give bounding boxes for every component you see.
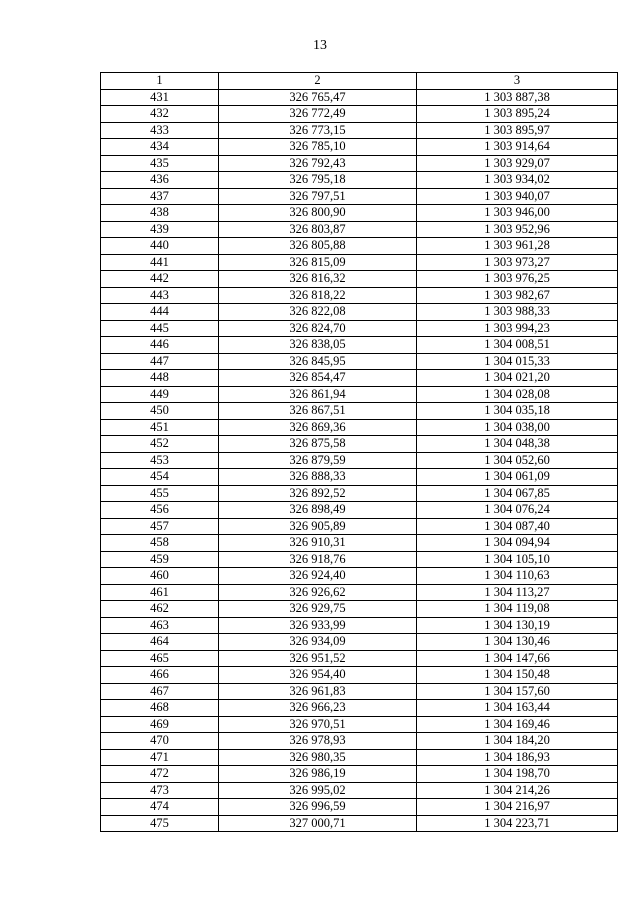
- point-number-cell: 444: [101, 304, 219, 321]
- y-coordinate-cell: 1 304 008,51: [417, 337, 618, 354]
- y-coordinate-cell: 1 303 976,25: [417, 271, 618, 288]
- y-coordinate-cell: 1 304 147,66: [417, 650, 618, 667]
- y-coordinate-cell: 1 304 223,71: [417, 815, 618, 832]
- point-number-cell: 447: [101, 353, 219, 370]
- table-row: [101, 452, 618, 469]
- point-number-cell: 468: [101, 700, 219, 717]
- table-row: [101, 122, 618, 139]
- y-coordinate-cell: 1 303 952,96: [417, 221, 618, 238]
- y-coordinate-cell: 1 303 988,33: [417, 304, 618, 321]
- x-coordinate-cell: 326 805,88: [219, 238, 417, 255]
- x-coordinate-cell: 326 986,19: [219, 766, 417, 783]
- x-coordinate-cell: 326 892,52: [219, 485, 417, 502]
- x-coordinate-cell: 326 765,47: [219, 89, 417, 106]
- table-row: [101, 485, 618, 502]
- y-coordinate-cell: 1 304 015,33: [417, 353, 618, 370]
- point-number-cell: 435: [101, 155, 219, 172]
- x-coordinate-cell: 327 000,71: [219, 815, 417, 832]
- table-row: [101, 106, 618, 123]
- y-coordinate-cell: 1 304 184,20: [417, 733, 618, 750]
- x-coordinate-cell: 326 803,87: [219, 221, 417, 238]
- table-row: [101, 617, 618, 634]
- x-coordinate-cell: 326 869,36: [219, 419, 417, 436]
- y-coordinate-cell: 1 304 105,10: [417, 551, 618, 568]
- y-coordinate-cell: 1 303 982,67: [417, 287, 618, 304]
- y-coordinate-cell: 1 304 169,46: [417, 716, 618, 733]
- x-coordinate-cell: 326 951,52: [219, 650, 417, 667]
- table-row: [101, 601, 618, 618]
- y-coordinate-cell: 1 304 048,38: [417, 436, 618, 453]
- point-number-cell: 441: [101, 254, 219, 271]
- point-number-cell: 457: [101, 518, 219, 535]
- point-number-cell: 470: [101, 733, 219, 750]
- table-row: [101, 815, 618, 832]
- y-coordinate-cell: 1 304 150,48: [417, 667, 618, 684]
- y-coordinate-cell: 1 303 973,27: [417, 254, 618, 271]
- point-number-cell: 450: [101, 403, 219, 420]
- table-row: [101, 799, 618, 816]
- point-number-cell: 443: [101, 287, 219, 304]
- x-coordinate-cell: 326 924,40: [219, 568, 417, 585]
- point-number-cell: 436: [101, 172, 219, 189]
- x-coordinate-cell: 326 795,18: [219, 172, 417, 189]
- point-number-cell: 453: [101, 452, 219, 469]
- coordinates-table: [100, 72, 618, 832]
- table-row: [101, 172, 618, 189]
- y-coordinate-cell: 1 304 163,44: [417, 700, 618, 717]
- y-coordinate-cell: 1 304 119,08: [417, 601, 618, 618]
- point-number-cell: 449: [101, 386, 219, 403]
- point-number-cell: 458: [101, 535, 219, 552]
- x-coordinate-cell: 326 822,08: [219, 304, 417, 321]
- point-number-cell: 456: [101, 502, 219, 519]
- table-row: [101, 700, 618, 717]
- point-number-cell: 469: [101, 716, 219, 733]
- x-coordinate-cell: 326 954,40: [219, 667, 417, 684]
- x-coordinate-cell: 326 929,75: [219, 601, 417, 618]
- table-row: [101, 436, 618, 453]
- x-coordinate-cell: 326 816,32: [219, 271, 417, 288]
- y-coordinate-cell: 1 304 087,40: [417, 518, 618, 535]
- x-coordinate-cell: 326 961,83: [219, 683, 417, 700]
- point-number-cell: 432: [101, 106, 219, 123]
- point-number-cell: 473: [101, 782, 219, 799]
- x-coordinate-cell: 326 996,59: [219, 799, 417, 816]
- table-row: [101, 221, 618, 238]
- point-number-cell: 455: [101, 485, 219, 502]
- table-row: [101, 188, 618, 205]
- point-number-cell: 475: [101, 815, 219, 832]
- y-coordinate-cell: 1 303 940,07: [417, 188, 618, 205]
- table-row: [101, 502, 618, 519]
- x-coordinate-cell: 326 824,70: [219, 320, 417, 337]
- x-coordinate-cell: 326 966,23: [219, 700, 417, 717]
- point-number-cell: 448: [101, 370, 219, 387]
- table-row: [101, 518, 618, 535]
- column-header-2: 2: [219, 73, 417, 90]
- point-number-cell: 466: [101, 667, 219, 684]
- x-coordinate-cell: 326 933,99: [219, 617, 417, 634]
- y-coordinate-cell: 1 304 067,85: [417, 485, 618, 502]
- y-coordinate-cell: 1 303 946,00: [417, 205, 618, 222]
- x-coordinate-cell: 326 867,51: [219, 403, 417, 420]
- x-coordinate-cell: 326 970,51: [219, 716, 417, 733]
- x-coordinate-cell: 326 926,62: [219, 584, 417, 601]
- y-coordinate-cell: 1 304 021,20: [417, 370, 618, 387]
- table-row: [101, 650, 618, 667]
- x-coordinate-cell: 326 845,95: [219, 353, 417, 370]
- point-number-cell: 460: [101, 568, 219, 585]
- point-number-cell: 440: [101, 238, 219, 255]
- table-row: [101, 766, 618, 783]
- table-row: [101, 584, 618, 601]
- y-coordinate-cell: 1 303 934,02: [417, 172, 618, 189]
- table-row: [101, 320, 618, 337]
- point-number-cell: 461: [101, 584, 219, 601]
- column-header-3: 3: [417, 73, 618, 90]
- x-coordinate-cell: 326 818,22: [219, 287, 417, 304]
- point-number-cell: 452: [101, 436, 219, 453]
- table-row: [101, 304, 618, 321]
- table-body: [101, 89, 618, 832]
- table-row: [101, 667, 618, 684]
- point-number-cell: 472: [101, 766, 219, 783]
- x-coordinate-cell: 326 898,49: [219, 502, 417, 519]
- y-coordinate-cell: 1 304 035,18: [417, 403, 618, 420]
- point-number-cell: 465: [101, 650, 219, 667]
- table-row: [101, 535, 618, 552]
- table-row: [101, 271, 618, 288]
- y-coordinate-cell: 1 304 186,93: [417, 749, 618, 766]
- x-coordinate-cell: 326 792,43: [219, 155, 417, 172]
- table-row: [101, 551, 618, 568]
- point-number-cell: 431: [101, 89, 219, 106]
- point-number-cell: 471: [101, 749, 219, 766]
- x-coordinate-cell: 326 785,10: [219, 139, 417, 156]
- x-coordinate-cell: 326 888,33: [219, 469, 417, 486]
- point-number-cell: 438: [101, 205, 219, 222]
- table-row: [101, 716, 618, 733]
- column-header-1: 1: [101, 73, 219, 90]
- y-coordinate-cell: 1 304 130,46: [417, 634, 618, 651]
- y-coordinate-cell: 1 304 038,00: [417, 419, 618, 436]
- x-coordinate-cell: 326 800,90: [219, 205, 417, 222]
- table-row: [101, 749, 618, 766]
- x-coordinate-cell: 326 797,51: [219, 188, 417, 205]
- x-coordinate-cell: 326 772,49: [219, 106, 417, 123]
- table-row: [101, 89, 618, 106]
- x-coordinate-cell: 326 861,94: [219, 386, 417, 403]
- point-number-cell: 434: [101, 139, 219, 156]
- point-number-cell: 459: [101, 551, 219, 568]
- point-number-cell: 442: [101, 271, 219, 288]
- y-coordinate-cell: 1 304 028,08: [417, 386, 618, 403]
- table-row: [101, 469, 618, 486]
- point-number-cell: 474: [101, 799, 219, 816]
- y-coordinate-cell: 1 303 929,07: [417, 155, 618, 172]
- table-row: [101, 205, 618, 222]
- y-coordinate-cell: 1 303 914,64: [417, 139, 618, 156]
- table-row: [101, 683, 618, 700]
- x-coordinate-cell: 326 934,09: [219, 634, 417, 651]
- y-coordinate-cell: 1 304 110,63: [417, 568, 618, 585]
- table-row: [101, 370, 618, 387]
- y-coordinate-cell: 1 303 895,24: [417, 106, 618, 123]
- table-row: [101, 238, 618, 255]
- y-coordinate-cell: 1 303 895,97: [417, 122, 618, 139]
- point-number-cell: 446: [101, 337, 219, 354]
- table-row: [101, 287, 618, 304]
- x-coordinate-cell: 326 918,76: [219, 551, 417, 568]
- y-coordinate-cell: 1 304 061,09: [417, 469, 618, 486]
- x-coordinate-cell: 326 905,89: [219, 518, 417, 535]
- table-row: [101, 254, 618, 271]
- table-row: [101, 139, 618, 156]
- table-row: [101, 419, 618, 436]
- x-coordinate-cell: 326 815,09: [219, 254, 417, 271]
- point-number-cell: 439: [101, 221, 219, 238]
- x-coordinate-cell: 326 910,31: [219, 535, 417, 552]
- page-number: 13: [313, 38, 327, 53]
- point-number-cell: 454: [101, 469, 219, 486]
- x-coordinate-cell: 326 879,59: [219, 452, 417, 469]
- y-coordinate-cell: 1 304 214,26: [417, 782, 618, 799]
- x-coordinate-cell: 326 980,35: [219, 749, 417, 766]
- point-number-cell: 467: [101, 683, 219, 700]
- table-row: [101, 403, 618, 420]
- point-number-cell: 462: [101, 601, 219, 618]
- y-coordinate-cell: 1 304 052,60: [417, 452, 618, 469]
- x-coordinate-cell: 326 773,15: [219, 122, 417, 139]
- point-number-cell: 451: [101, 419, 219, 436]
- x-coordinate-cell: 326 875,58: [219, 436, 417, 453]
- y-coordinate-cell: 1 304 157,60: [417, 683, 618, 700]
- point-number-cell: 464: [101, 634, 219, 651]
- y-coordinate-cell: 1 303 961,28: [417, 238, 618, 255]
- table-row: [101, 733, 618, 750]
- point-number-cell: 463: [101, 617, 219, 634]
- table-row: [101, 353, 618, 370]
- x-coordinate-cell: 326 978,93: [219, 733, 417, 750]
- x-coordinate-cell: 326 854,47: [219, 370, 417, 387]
- table-row: [101, 634, 618, 651]
- table-row: [101, 568, 618, 585]
- x-coordinate-cell: 326 838,05: [219, 337, 417, 354]
- y-coordinate-cell: 1 303 887,38: [417, 89, 618, 106]
- y-coordinate-cell: 1 304 216,97: [417, 799, 618, 816]
- point-number-cell: 445: [101, 320, 219, 337]
- table-row: [101, 386, 618, 403]
- table-header-row: [101, 73, 618, 90]
- y-coordinate-cell: 1 304 076,24: [417, 502, 618, 519]
- y-coordinate-cell: 1 304 094,94: [417, 535, 618, 552]
- point-number-cell: 437: [101, 188, 219, 205]
- table-row: [101, 155, 618, 172]
- y-coordinate-cell: 1 304 113,27: [417, 584, 618, 601]
- y-coordinate-cell: 1 304 130,19: [417, 617, 618, 634]
- point-number-cell: 433: [101, 122, 219, 139]
- x-coordinate-cell: 326 995,02: [219, 782, 417, 799]
- y-coordinate-cell: 1 304 198,70: [417, 766, 618, 783]
- table-row: [101, 782, 618, 799]
- y-coordinate-cell: 1 303 994,23: [417, 320, 618, 337]
- table-row: [101, 337, 618, 354]
